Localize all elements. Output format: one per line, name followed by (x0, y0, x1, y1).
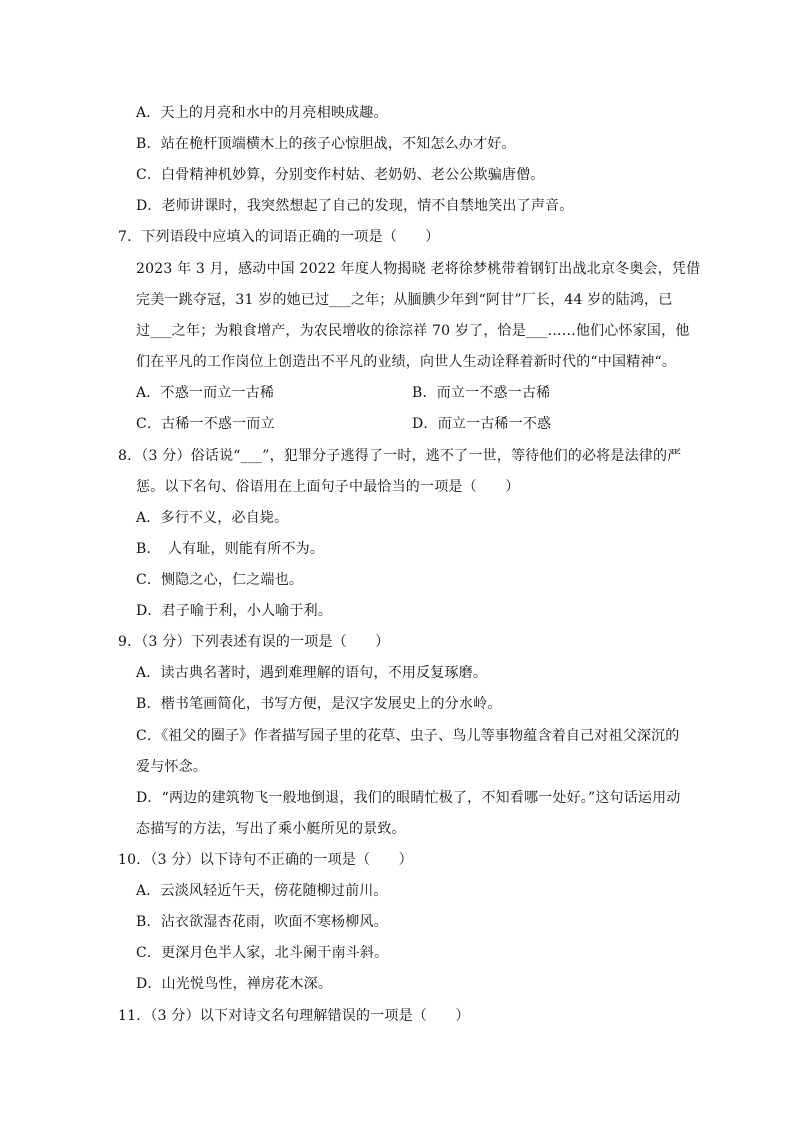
q9-option-d-line-1: D．“两边的建筑物飞一般地倒退，我们的眼睛忙极了，不知看哪一处好。”这句话运用动 (136, 790, 681, 806)
q6-option-b: B．站在桅杆顶端横木上的孩子心惊胆战，不知怎么办才好。 (136, 136, 516, 152)
q7-passage-line-3: 过___之年；为粮食增产，为农民增收的徐淙祥 70 岁了，恰是___……他们心怀家国，他 (136, 323, 690, 339)
q8-stem-line-1: 8．（3 分）俗话说“___”，犯罪分子逃得了一时，逃不了一世，等待他们的必将是法律的严 (118, 448, 682, 464)
q9-option-a: A．读古典名著时，遇到难理解的语句，不用反复琢磨。 (136, 665, 488, 681)
q7-option-b: B．而立一不惑一古稀 (412, 385, 551, 401)
q7-stem: 7．下列语段中应填入的词语正确的一项是（ ） (118, 229, 440, 245)
q7-option-d: D．而立一古稀一不惑 (412, 416, 552, 432)
q9-option-d-line-2: 态描写的方法，写出了乘小艇所见的景致。 (136, 821, 406, 837)
q9-stem: 9．（3 分）下列表述有误的一项是（ ） (118, 634, 390, 650)
q6-option-d: D．老师讲课时，我突然想起了自己的发现，情不自禁地笑出了声音。 (136, 198, 574, 214)
q7-passage-line-4: 们在平凡的工作岗位上创造出不平凡的业绩，向世人生动诠释着新时代的“中国精神“。 (136, 354, 677, 370)
q8-option-b: B． 人有耻，则能有所不为。 (136, 541, 325, 557)
q7-passage-line-2: 完美一跳夺冠，31 岁的她已过___之年；从腼腆少年到“阿甘”厂长，44 岁的陆鸿，已 (136, 292, 673, 308)
q9-option-b: B．楷书笔画简化，书写方便，是汉字发展史上的分水岭。 (136, 696, 502, 712)
q7-passage-line-1: 2023 年 3 月，感动中国 2022 年度人物揭晓 老将徐梦桃带着钢钉出战北京冬奥会，凭借 (136, 261, 701, 277)
q10-option-c: C．更深月色半人家，北斗阑干南斗斜。 (136, 945, 389, 961)
q8-stem-line-2: 惩。以下名句、俗语用在上面句子中最恰当的一项是（ ） (136, 479, 520, 495)
q6-option-c: C．白骨精神机妙算，分别变作村姑、老奶奶、老公公欺骗唐僧。 (136, 167, 545, 183)
q10-stem: 10．（3 分）以下诗句不正确的一项是（ ） (118, 852, 413, 868)
q11-stem: 11．（3 分）以下对诗文名句理解错误的一项是（ ） (118, 1008, 470, 1024)
q7-option-c: C．古稀一不惑一而立 (136, 416, 275, 432)
q8-option-a: A．多行不义，必自毙。 (136, 510, 289, 526)
q10-option-d: D．山光悦鸟性，禅房花木深。 (136, 976, 333, 992)
q9-option-c-line-1: C．《祖父的圈子》作者描写园子里的花草、虫子、鸟儿等事物蕴含着自己对祖父深沉的 (136, 728, 680, 744)
q6-option-a: A．天上的月亮和水中的月亮相映成趣。 (136, 105, 388, 121)
q10-option-b: B．沾衣欲湿杏花雨，吹面不寒杨柳风。 (136, 914, 388, 930)
q9-option-c-line-2: 爱与怀念。 (136, 759, 207, 775)
q8-option-d: D．君子喻于利，小人喻于利。 (136, 603, 333, 619)
q10-option-a: A．云淡风轻近午天，傍花随柳过前川。 (136, 883, 388, 899)
q8-option-c: C．恻隐之心，仁之端也。 (136, 572, 304, 588)
q7-option-a: A．不惑一而立一古稀 (136, 385, 275, 401)
